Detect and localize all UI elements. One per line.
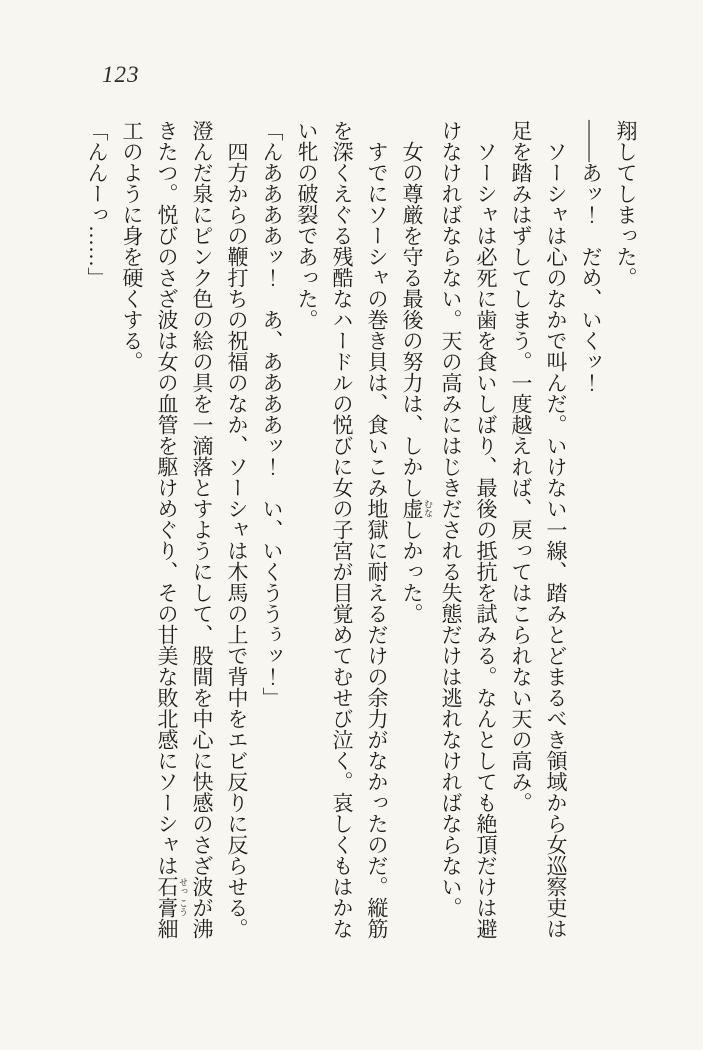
paragraph: ——あッ！ だめ、いくッ！ <box>579 120 603 393</box>
body-text <box>79 120 643 944</box>
paragraph: 「んああああッ！ あ、ああああッ！ い、いくううぅッ！」 <box>260 120 284 708</box>
ruby-annotated-kanji: 膏 こう <box>155 897 188 918</box>
page-number: 123 <box>102 62 140 87</box>
paragraph: 四方からの鞭打ちの祝福のなか、ソーシャは木馬の上で背中をエビ反りに反らせる。澄んだ泉にピンク色の絵の具を一滴落とすようにして、股間を中心に快感のさざ波が沸きたつ。悦びのさざ波は女の血管を駆けめぐり、その甘美な敗北感にソーシャは石 せっ膏 こう細工のように身を硬くする。 <box>120 120 249 939</box>
ruby-annotated-kanji: 虚 むな <box>400 498 433 519</box>
paragraph: 翔してしまった。 <box>614 120 638 288</box>
paragraph: 女の尊厳を守る最後の努力は、しかし虚 むなしかった。 <box>400 141 433 624</box>
ruby-annotated-kanji: 石 せっ <box>155 876 188 897</box>
paragraph: すでにソーシャの巻き貝は、食いこみ地獄に耐えるだけの余力がなかったのだ。縦筋を深くえぐる残酷なハードルの悦びに女の子宮が目覚めてむせび泣く。哀しくもはかない牝の破裂であった。 <box>295 120 389 939</box>
paragraph: 「んんーっ……」 <box>85 120 109 288</box>
paragraph: ソーシャは心のなかで叫んだ。いけない一線、踏みとどまるべき領域から女巡察吏は足を踏みはずしてしまう。一度越えれば、戻ってはこられない天の高み。 <box>509 120 568 939</box>
paragraph: ソーシャは必死に歯を食いしばり、最後の抵抗を試みる。なんとしても絶頂だけは避けなければならない。天の高みにはじきだされる失態だけは逃れなければならない。 <box>439 120 498 939</box>
